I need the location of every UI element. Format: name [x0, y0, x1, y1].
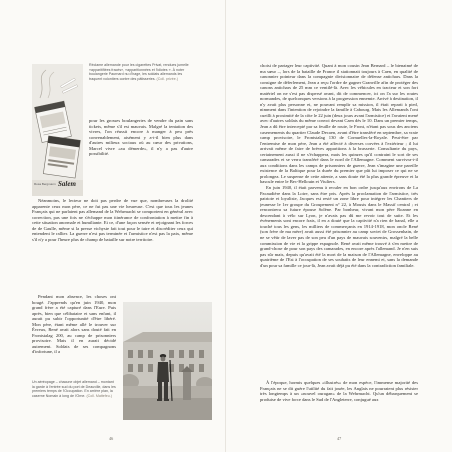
figure-caption-bottom: [32, 380, 116, 398]
ad-logo-prefix: Rosa Bergmann: [34, 182, 56, 186]
left-body-text-narrow: [32, 294, 116, 376]
right-page: [226, 0, 452, 452]
paragraph: En juin 1940, il était parvenu à reculer en bon ordre jusqu'aux environs de La Pacaudière dans la Loire, sans être pris. Après la proclamation de l'armistice, très patriote et loyaliste, Jacques est resté un zone libre pour intégrer les Chantiers de jeunesse le 1er groupe du Groupement n° 22, à Mousts dans le Massif central ; et rencontrera sa future épouse Solène. Par bonheur, vivant mon père Roanne en descendant à vélo sur Lyon, je n'avais pas dû me revoir tout de suite. Et les événements sont encore frais, il en a douté que la captivité n'a rien de banal, elle a touché tous les gens, les milliers de commerçants en 1914-1918, mon oncle René (son frère de ma mère) avait aussi été prisonnier au camp soviet de Grossenhain, de ne se vêtir de laver pas de son peu d'un pays de mauvais souvenirs, malgré la belle commission de vie et la grippe espagnole. René avait même trouvé à s'en mettre de grand-chose de pour son pays des camarades, en encore après l'allemand. Je n'en suis pas sûr mais, depuis qu'avait été la mort de la maison de l'Allemagne, enveloppe au quatrième de l'Est à l'occupation de ses souhaits de leur ennemi et, sans la demande d'un pour sa famille ce jour-là, Jean avait déjà pu été dans la contradiction familiale.: [260, 185, 418, 268]
caption-text: Un aéréopage – chacune objet allemand – montant la garde à l'entrée sud du port de Deauville, dans les premiers temps de l'Occupation. En arrière plan, la caserne Nomain à long de l'Orne.: [32, 380, 116, 398]
caption-text: Réclame allemande pour les cigarettes Privat, rendues jumelle «apparitifiées fracés», «apparitionnées et l'idiotes ». À noter boulangerie Paurnard nu d'hage, les soldats allemands les traquent volontiers contre des pâtisseries.: [89, 63, 189, 81]
photo-illustration: [123, 302, 212, 420]
ad-logo: Salem: [58, 180, 76, 188]
page-number-right: 47: [337, 436, 342, 441]
paragraph: Néanmoins, le lecteur ne doit pas perdre de vue que, nombreuses la drolité apparente ceux mon père, ce ne fut pas une vie heureuse. C'est que tous les jeunes Français qui ne parlaient pas allemand de la Wehrmacht se comportent en général avec correction, pas une fois ne s'échappe mon itinérance de confrontation à mettre fin à cette situation anormale et humiliante. Et ce, d'une façon sensée et rejoignant les forces de de Gaulle, même si la presse vichyste fait tout pour le taire et discréditer ceux qui entendent le rallier. La guerre n'est pas terminée et l'armistice n'est pas la paix, même s'il n'y a pour l'heure plus de champ de bataille sur notre territoire.: [32, 198, 193, 242]
left-body-text-full: [32, 198, 193, 242]
caption-credit: (Coll. Mattefeu.): [86, 393, 113, 398]
paragraph: choisi de partager leur captivité. Quant à mon cousin Jean Bernard – le bienaimé de ma sœur –, lors de la bataille de France il stationnait toujours à Caen, en qualité de canonnier pointeur dans la compagnie divisionnaire de défense antichars. Dans la consigne de déferlement, Jean a reçu l'ordre de gagner Granville afin de protéger des canons antichars de 25 mm ce ventilé-là. Avec les véhicules en tracteur et son fort matériel on ne s'est pas dispersé avant, dit de commencer, ici on l'a sur les routes normandes, de quelconques versions à la progression ennemie. Arrivé à destination, il n'y avait plus personne et, ne pouvant remplir sa mission, il était reparti à pied, nimment dans l'intention de rejoindre la famille à Cabourg. Mais les Allemands l'ont cueilli à proximité de la côte le 22 juin (deux jours avant l'armistice) et l'avaient mené avec d'autres soldats du même convoi devant Caen dès le 10. Dans un premier temps, Jean a dû être intercepté par sa feuille de route, le Front, n'étant pas sous des anciens casernements du quartier Claude Decaen, avant d'être transféré en septembre, sa vraie camp provisoire, le Frontstalag 130 de Cornuelles-la-Royale. Peut-être par l'entremise de mon père, Jean a été affecté à diverses corvées à l'extérieur ; il lui arrivait même de faire de brèves apparitions à la brasserie. Consultante du pays, certainement aussi il ne s'échappera, mais les quinzes qu'il contraint le sort de ses camarades et se verra transféré dans le nord de l'Allemagne. Comment survivra-t-il aux conditions dans les camps de prisonniers de guerre, Jean s'imagine une pareille existence de la Baltique pour la durée du premier que pût lui imposer ce qui ne se prolongea. Le suspense de cette attente, a sans doute été la plus grande épreuve et la bascule entre le Bec-Hellouin et Viuliers.: [260, 63, 418, 185]
page-number-left: 46: [109, 436, 114, 441]
paragraph: pour les grosses boulangeries de vendre du pain sans tickets, même s'il est mauvais. Malgré la tentation des vivres, l'on réussit encore à manger à peu près convenablement, aisément y a-t-il bien plus dans d'autres milieux sociaux où au cœur des privations, Marcel vivre «au démerde», il n'y a pas d'autre possibilité.: [89, 118, 193, 157]
caption-credit: (Coll. privée.): [156, 76, 178, 81]
cigarette-advertisement: [32, 64, 83, 196]
left-body-text: [89, 118, 193, 157]
soldier-photograph: [123, 302, 212, 420]
advertisement-illustration: [32, 64, 83, 196]
right-body-text-top: [260, 63, 418, 356]
paragraph: Pendant mon absence, les choses ont bougé. J'apprends qu'en juin 1940, mon grand frère a été capturé dans l'Eure. Puis après, bien que célibataire et sans enfant, il aurait pu subir l'opportunité d'être libéré. Mon père, étant même allé le trouver sur Évreux, René avait alors sans douté fait en Frontstalag 200, au camp de prisonniers provisoire. Mais il en aurait décidé autrement. Soldats de ses compagnons d'infortune, il a: [32, 294, 116, 355]
figure-caption-top: [89, 63, 193, 81]
right-body-text-bottom: [260, 380, 418, 420]
left-page: [0, 0, 225, 452]
paragraph: À l'époque, hormis quelques «illustrés» de mon espèce, l'immense majorité des Français ne se dit guère l'utilité du fait jouée, les Anglais ne pourraient plus résister très longtemps à un «nouvel ouragan» de la Wehrmacht. Qu'un débarquement se produise de vive force dans le Sud de l'Angleterre, conjugué aux: [260, 380, 418, 402]
